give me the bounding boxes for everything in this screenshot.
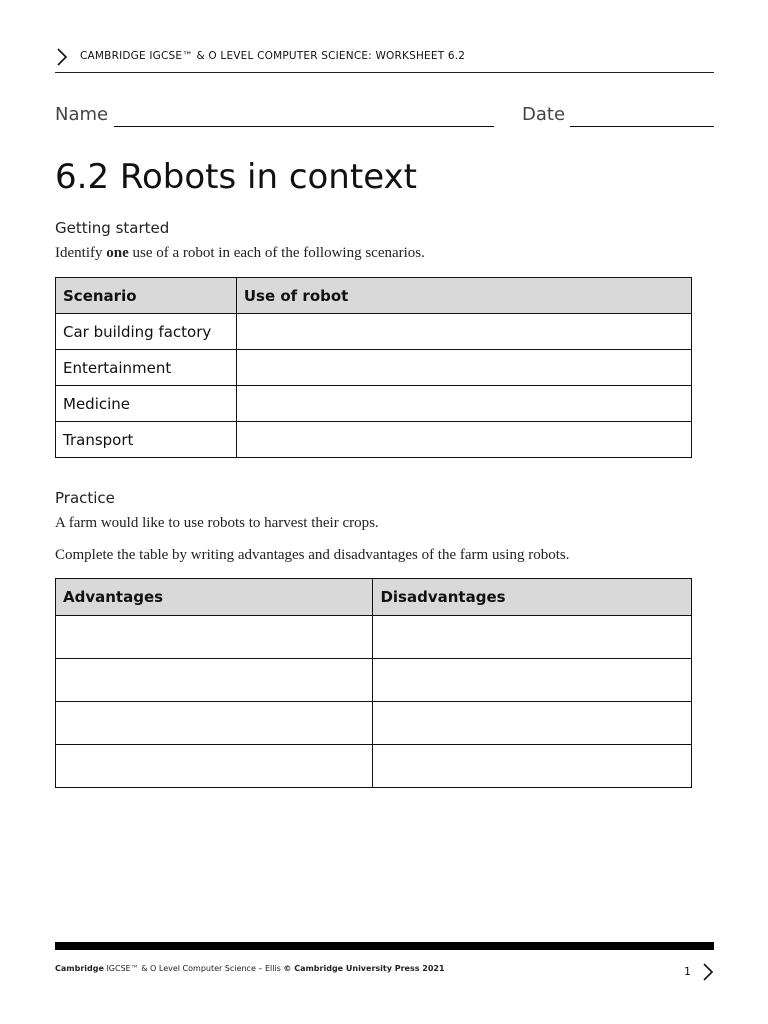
worksheet-header-title: CAMBRIDGE IGCSE™ & O LEVEL COMPUTER SCIENCE: WORKSHEET 6.2 xyxy=(80,50,466,62)
scenario-answer-cell[interactable] xyxy=(236,422,691,458)
scenario-label-cell: Entertainment xyxy=(56,350,237,386)
date-label: Date xyxy=(522,104,566,125)
name-label: Name xyxy=(55,104,109,125)
scenario-label-cell: Medicine xyxy=(56,386,237,422)
practice-line-1: A farm would like to use robots to harvest their crops. xyxy=(55,515,379,531)
advantages-answer-cell[interactable] xyxy=(56,745,373,788)
advantages-answer-cell[interactable] xyxy=(373,659,692,702)
scenario-header-cell: Scenario xyxy=(56,278,237,314)
scenario-header-cell: Use of robot xyxy=(236,278,691,314)
scenario-label-cell: Car building factory xyxy=(56,314,237,350)
footer-credit: Cambridge IGCSE™ & O Level Computer Science – Ellis © Cambridge University Press 2021 xyxy=(55,964,445,973)
scenario-row xyxy=(56,386,692,422)
advantages-header-cell: Advantages xyxy=(56,579,373,616)
advantages-header-cell: Disadvantages xyxy=(373,579,692,616)
scenario-table-header xyxy=(56,278,692,314)
advantages-answer-cell[interactable] xyxy=(373,745,692,788)
page-number: 1 xyxy=(684,965,691,978)
date-field-line[interactable] xyxy=(570,126,714,127)
advantages-table-header xyxy=(56,579,692,616)
scenario-answer-cell[interactable] xyxy=(236,350,691,386)
advantages-answer-cell[interactable] xyxy=(56,659,373,702)
scenario-row xyxy=(56,350,692,386)
getting-started-instruction: Identify one use of a robot in each of the following scenarios. xyxy=(55,245,425,261)
advantages-answer-cell[interactable] xyxy=(56,702,373,745)
advantages-answer-cell[interactable] xyxy=(373,702,692,745)
scenario-row xyxy=(56,422,692,458)
chevron-right-icon xyxy=(55,48,69,66)
scenario-answer-cell[interactable] xyxy=(236,314,691,350)
next-page-chevron-icon[interactable] xyxy=(702,963,714,981)
practice-line-2: Complete the table by writing advantages and disadvantages of the farm using robots. xyxy=(55,547,570,563)
scenario-answer-cell[interactable] xyxy=(236,386,691,422)
getting-started-heading: Getting started xyxy=(55,219,170,237)
advantages-answer-cell[interactable] xyxy=(56,616,373,659)
name-field-line[interactable] xyxy=(114,126,494,127)
name-date-row xyxy=(55,104,714,128)
footer-bar xyxy=(55,942,714,950)
advantages-table xyxy=(55,578,692,788)
scenario-row xyxy=(56,314,692,350)
advantages-answer-cell[interactable] xyxy=(373,616,692,659)
advantages-row xyxy=(56,616,692,659)
practice-heading: Practice xyxy=(55,489,115,507)
advantages-row xyxy=(56,745,692,788)
page-title: 6.2 Robots in context xyxy=(55,157,417,197)
page-header xyxy=(55,46,714,73)
advantages-row xyxy=(56,659,692,702)
scenario-label-cell: Transport xyxy=(56,422,237,458)
scenario-table xyxy=(55,277,692,458)
advantages-row xyxy=(56,702,692,745)
